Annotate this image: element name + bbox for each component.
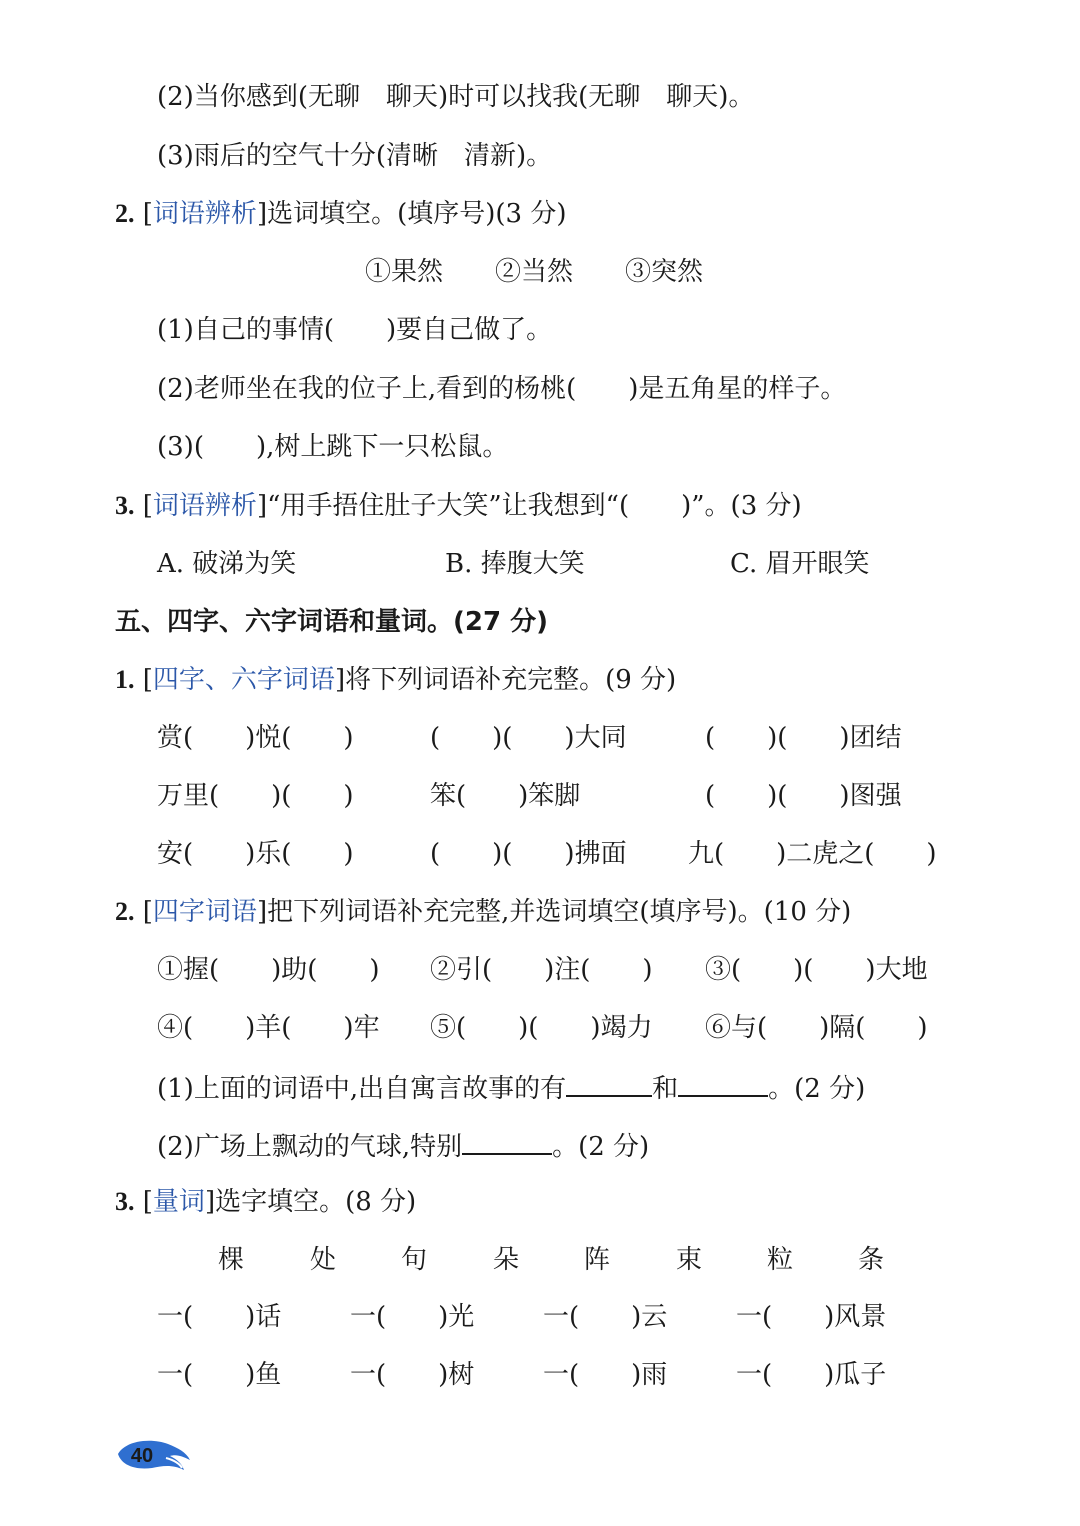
fill-item: ④( )羊( )牢: [157, 1013, 380, 1043]
fill-item: ⑤( )( )竭力: [430, 1013, 653, 1043]
section-title: 五、四字、六字词语和量词。(27 分): [115, 607, 548, 637]
choice-char: 棵: [218, 1245, 245, 1275]
fill-item: ( )( )大同: [430, 723, 627, 753]
category-tag: 词语辨析: [152, 199, 257, 229]
sentence-1: (1)自己的事情( )要自己做了。: [157, 315, 553, 345]
fill-item: ( )( )拂面: [430, 839, 627, 869]
s5-question-2-header: 2. [四字词语]把下列词语补充完整,并选词填空(填序号)。(10 分): [115, 897, 852, 927]
page-number: 40: [130, 1445, 154, 1467]
measure-item: 一( )雨: [543, 1360, 668, 1390]
answer-blank[interactable]: [566, 1069, 652, 1097]
category-tag: 四字、六字词语: [152, 665, 335, 695]
fill-item: 笨( )笨脚: [430, 781, 581, 811]
fill-item: 赏( )悦( ): [157, 723, 354, 753]
measure-item: 一( )鱼: [157, 1360, 282, 1390]
page-number-badge: [112, 1434, 192, 1474]
answer-blank[interactable]: [678, 1069, 768, 1097]
question-3-header: 3. [词语辨析]“用手捂住肚子大笑”让我想到“( )”。(3 分): [115, 491, 802, 521]
options-row: ①果然 ②当然 ③突然: [365, 257, 704, 287]
choice-char: 阵: [584, 1245, 611, 1275]
measure-item: 一( )话: [157, 1302, 282, 1332]
line-q1-2: (2)当你感到(无聊 聊天)时可以找我(无聊 聊天)。: [157, 82, 755, 112]
s5-question-3-header: 3. [量词]选字填空。(8 分): [115, 1187, 417, 1217]
measure-item: 一( )光: [350, 1302, 475, 1332]
fill-item: 万里( )( ): [157, 781, 354, 811]
sub-question-2: (2)广场上飘动的气球,特别 。(2 分): [157, 1127, 649, 1164]
fill-item: ( )( )团结: [705, 723, 902, 753]
choice-char: 束: [676, 1245, 703, 1275]
fill-item: 九( )二虎之( ): [688, 839, 937, 869]
choice-char: 句: [401, 1245, 428, 1275]
choice-char: 粒: [767, 1245, 794, 1275]
fill-item: ( )( )图强: [705, 781, 902, 811]
choice-char: 条: [858, 1245, 885, 1275]
sub-question-1: (1)上面的词语中,出自寓言故事的有 和 。(2 分): [157, 1069, 865, 1106]
choice-char: 处: [310, 1245, 337, 1275]
measure-item: 一( )瓜子: [736, 1360, 887, 1390]
measure-item: 一( )树: [350, 1360, 475, 1390]
line-q1-3: (3)雨后的空气十分(清晰 清新)。: [157, 141, 553, 171]
measure-item: 一( )风景: [736, 1302, 887, 1332]
fill-item: ⑥与( )隔( ): [705, 1013, 928, 1043]
question-2-header: 2. [词语辨析]选词填空。(填序号)(3 分): [115, 199, 567, 229]
answer-blank[interactable]: [462, 1127, 552, 1155]
fill-item: 安( )乐( ): [157, 839, 354, 869]
s5-question-1-header: 1. [四字、六字词语]将下列词语补充完整。(9 分): [115, 665, 677, 695]
option-c: C. 眉开眼笑: [730, 549, 870, 579]
fill-item: ②引( )注( ): [430, 955, 653, 985]
fill-item: ①握( )助( ): [157, 955, 380, 985]
category-tag: 词语辨析: [152, 491, 257, 521]
option-b: B. 捧腹大笑: [445, 549, 585, 579]
fill-item: ③( )( )大地: [705, 955, 928, 985]
choice-char: 朵: [493, 1245, 520, 1275]
sentence-2: (2)老师坐在我的位子上,看到的杨桃( )是五角星的样子。: [157, 374, 847, 404]
category-tag: 量词: [152, 1187, 205, 1217]
measure-item: 一( )云: [543, 1302, 668, 1332]
category-tag: 四字词语: [152, 897, 257, 927]
option-a: A. 破涕为笑: [157, 549, 297, 579]
sentence-3: (3)( ),树上跳下一只松鼠。: [157, 432, 509, 462]
